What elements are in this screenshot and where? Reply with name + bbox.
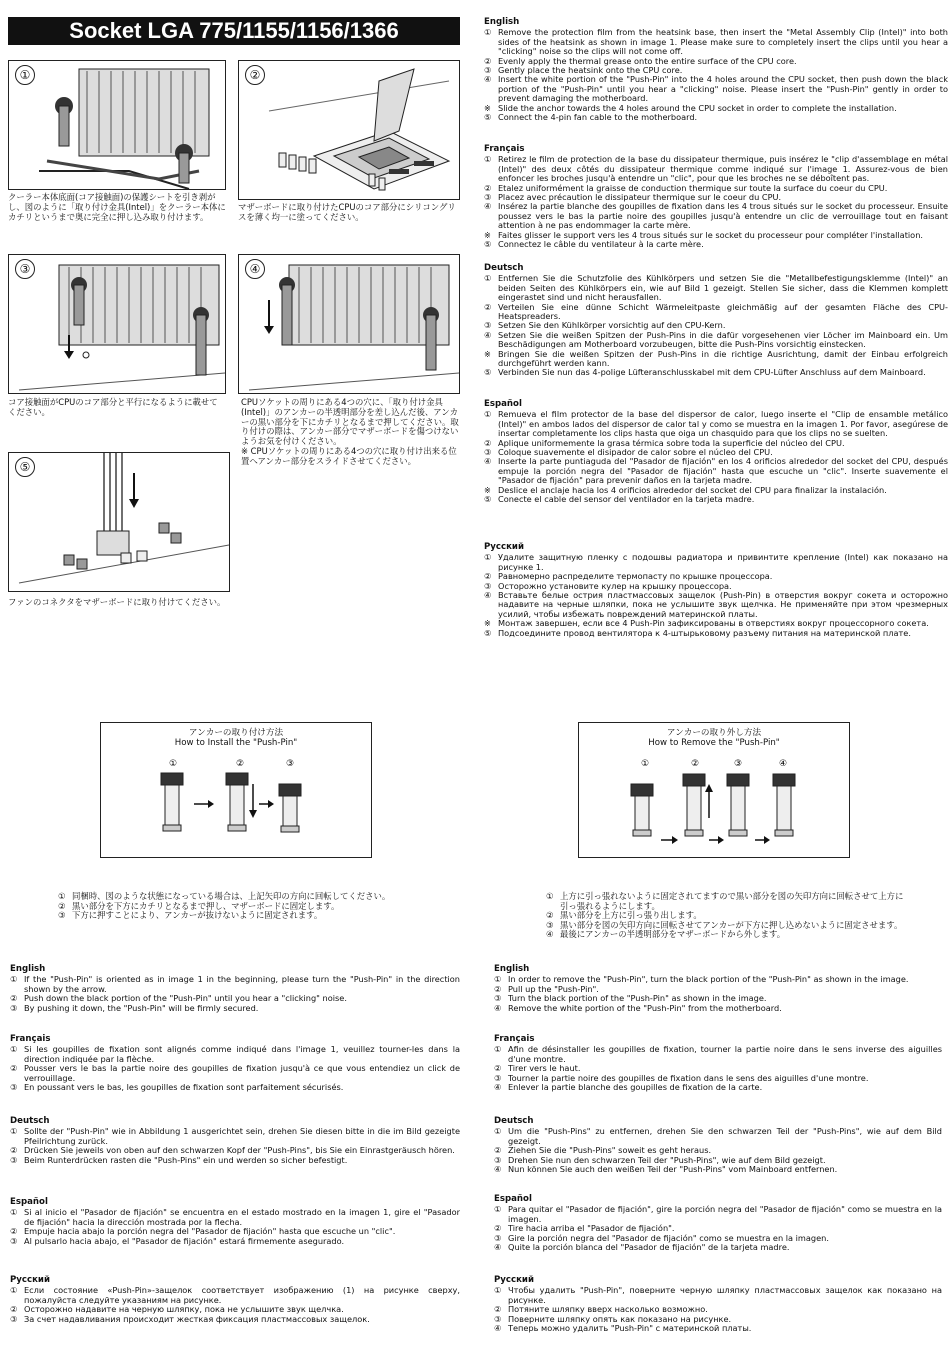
step-label: ③ bbox=[734, 759, 743, 769]
step-label: ① bbox=[641, 759, 650, 769]
step-item bbox=[484, 591, 948, 619]
note-item bbox=[546, 892, 906, 911]
step-marker: ※ bbox=[484, 102, 491, 113]
step-marker: ④ bbox=[484, 590, 492, 601]
note-marker: ① bbox=[58, 891, 66, 901]
step-text: Nun können Sie auch den weißen Teil der "Push-Pins" vom Mainboard entfernen. bbox=[508, 1164, 838, 1175]
step-text: In order to remove the "Push-Pin", turn the black portion of the "Push-Pin" as shown in the image. bbox=[508, 974, 909, 985]
step-text: Подсоедините провод вентилятора к 4-штырьковому разъему питания на материнской плате. bbox=[498, 627, 911, 638]
remove-pushpin-box bbox=[578, 722, 850, 858]
note-text: 下方に押すことにより、アンカーが抜けないように固定されます。 bbox=[72, 910, 323, 921]
step-marker: ③ bbox=[484, 447, 492, 458]
language-heading: Español bbox=[10, 1197, 48, 1207]
step-list bbox=[494, 1205, 942, 1252]
step-text: Inserte la parte puntiaguda del "Pasador de fijación" en los 4 orificios alrededor del socket del CPU, después empuje la porción negra del "Pasador de fijación" hasta que escuche un "clic". Inserte suavemente el "Pasador de fijación" para prevenir daños en la tarjeta madre. bbox=[498, 456, 948, 486]
step-marker: ② bbox=[484, 55, 492, 66]
page-title: Socket LGA 775/1155/1156/1366 bbox=[8, 17, 460, 45]
figure-number: ⑤ bbox=[15, 457, 35, 477]
step-item bbox=[10, 1208, 460, 1227]
step-text: Drehen Sie nun den schwarzen Teil der "Push-Pins", wie auf dem Bild gezeigt. bbox=[508, 1154, 826, 1165]
step-text: Enlever la partie blanche des goupilles de fixation de la carte. bbox=[508, 1082, 763, 1093]
step-marker: ※ bbox=[484, 348, 491, 359]
step-marker: ② bbox=[10, 1226, 18, 1237]
step-list bbox=[494, 1286, 942, 1333]
step-marker: ④ bbox=[484, 74, 492, 85]
step-list bbox=[494, 1127, 942, 1174]
step-list bbox=[484, 410, 948, 504]
step-marker: ① bbox=[484, 409, 492, 420]
note-item bbox=[58, 911, 418, 921]
step-text: Entfernen Sie die Schutzfolie des Kühlkörpers und setzen Sie die "Metallbefestigungsklemme (Intel)" an beiden Seiten des Kühlkörpers ein, wie auf Bild 1 gezeigt. Stellen Sie sicher, dass die Klemmen komplett eingerastet sind und nicht herausfallen. bbox=[498, 273, 948, 303]
step-item bbox=[10, 1315, 460, 1324]
step-marker: ① bbox=[494, 1126, 502, 1137]
step-marker: ③ bbox=[10, 1002, 18, 1013]
step-text: Retirez le film de protection de la base du dissipateur thermique, puis insérez le "clip d'assemblage en métal (Intel)" des deux côtés du dissipateur thermique comme indiqué sur l'image 1. Assurez-vous de bien enfoncer les broches jusqu'à entendre un "clic", pour que les broches ne se déboîtent pas. bbox=[498, 154, 948, 184]
step-text: Deslice el anclaje hacia los 4 orificios alrededor del socket del CPU para finalizar la instalación. bbox=[498, 484, 887, 495]
figure-4-insert-pushpins bbox=[238, 254, 460, 394]
figure-number: ③ bbox=[15, 259, 35, 279]
step-text: Slide the anchor towards the 4 holes around the CPU socket in order to complete the installation. bbox=[498, 102, 897, 113]
step-text: Ziehen Sie die "Push-Pins" soweit es geht heraus. bbox=[508, 1145, 712, 1156]
step-marker: ④ bbox=[494, 1082, 502, 1093]
remove-pin-spanish bbox=[494, 1195, 942, 1252]
step-text: Aplique uniformemente la grasa térmica sobre toda la superficie del núcleo del CPU. bbox=[498, 437, 845, 448]
step-marker: ① bbox=[494, 974, 502, 985]
remove-pin-english bbox=[494, 965, 942, 1013]
step-marker: ② bbox=[10, 1145, 18, 1156]
step-text: Remove the white portion of the "Push-Pin" from the motherboard. bbox=[508, 1002, 782, 1013]
step-item bbox=[494, 1165, 942, 1174]
step-item bbox=[484, 303, 948, 322]
instructions-spanish bbox=[484, 400, 948, 504]
step-marker: ⑤ bbox=[484, 367, 492, 378]
step-text: Turn the black portion of the "Push-Pin" as shown in the image. bbox=[508, 993, 767, 1004]
step-text: Bringen Sie die weißen Spitzen der Push-Pins in die richtige Ausrichtung, damit der Einbau erfolgreich durchgeführt werden kann. bbox=[498, 348, 948, 369]
step-text: Tourner la partie noire des goupilles de fixation dans le sens des aiguilles d'une montre. bbox=[508, 1072, 869, 1083]
step-item bbox=[494, 1045, 942, 1064]
remove-pin-russian bbox=[494, 1276, 942, 1333]
step-text: Um die "Push-Pins" zu entfernen, drehen Sie den schwarzen Teil der "Push-Pins", wie auf dem Bild gezeigt. bbox=[508, 1126, 942, 1146]
note-marker: ② bbox=[58, 900, 66, 911]
language-heading: Deutsch bbox=[10, 1116, 50, 1126]
language-heading: English bbox=[10, 964, 46, 974]
step-marker: ③ bbox=[10, 1313, 18, 1324]
note-marker: ③ bbox=[58, 910, 66, 921]
remove-pushpin-diagram bbox=[579, 748, 849, 854]
step-marker: ④ bbox=[484, 456, 492, 467]
step-marker: ④ bbox=[484, 201, 492, 212]
step-text: Gire la porción negra del "Pasador de fijación" como se muestra en la imagen. bbox=[508, 1232, 829, 1243]
step-item bbox=[484, 202, 948, 230]
step-text: Insérez la partie blanche des goupilles de fixation dans les 4 trous situés sur le socket du processeur. Ensuite poussez vers le bas la partie noire des goupilles jusqu'à entendre un clic de verrouillage tout en faisant attention à ne pas endommager la carte mère. bbox=[498, 201, 948, 231]
step-marker: ※ bbox=[484, 484, 491, 495]
step-marker: ① bbox=[10, 1126, 18, 1137]
step-item bbox=[10, 1045, 460, 1064]
step-text: Al pulsarlo hacia abajo, el "Pasador de fijación" estará firmemente asegurado. bbox=[24, 1235, 345, 1246]
note-text: 黒い部分を上方に引っ張り出します。 bbox=[560, 910, 702, 921]
step-text: Setzen Sie den Kühlkörper vorsichtig auf den CPU-Kern. bbox=[498, 320, 726, 331]
step-label: ① bbox=[169, 759, 178, 769]
step-text: Verbinden Sie nun das 4-polige Lüfteranschlusskabel mit dem CPU-Lüfter Anschluss auf dem Mainboard. bbox=[498, 367, 926, 378]
instructions-russian bbox=[484, 543, 948, 638]
step-marker: ② bbox=[484, 571, 492, 582]
note-text: 同梱時、図のような状態になっている場合は、上記矢印の方向に回転してください。 bbox=[72, 891, 391, 901]
step-list bbox=[10, 1286, 460, 1324]
note-marker: ① bbox=[546, 891, 554, 901]
language-heading: Deutsch bbox=[494, 1116, 534, 1126]
figure-4-caption: CPUソケットの周りにある4つの穴に、「取り付け金具(Intel)」のアンカーの半透明部分を差し込んだ後、アンカーの黒い部分を下にカチリとなるまで押してください。取り付けの際は、アンカー部分でマザーボードを傷つけないようお気を付けください。 ※ CPUソケットの周りにある4つの穴に取り付け出来る位置へアンカー部分をスライドさせてください。 bbox=[241, 397, 459, 466]
install-pin-russian bbox=[10, 1276, 460, 1324]
step-text: Gently place the heatsink onto the CPU core. bbox=[498, 65, 683, 76]
language-heading: Français bbox=[10, 1034, 51, 1044]
cpu-socket-illustration bbox=[239, 61, 459, 199]
install-jp-notes bbox=[58, 892, 418, 921]
step-text: By pushing it down, the "Push-Pin" will be firmly secured. bbox=[24, 1002, 259, 1013]
note-marker: ② bbox=[546, 910, 554, 921]
step-item bbox=[484, 331, 948, 350]
step-item bbox=[10, 1286, 460, 1305]
step-text: Если состояние «Push-Pin»-защелок соответствует изображению (1) на рисунке сверху, пожалуйста следуйте указаниям на рисунке. bbox=[24, 1285, 460, 1305]
figure-number: ② bbox=[245, 65, 265, 85]
step-marker: ⑤ bbox=[484, 627, 492, 638]
step-text: Setzen Sie die weißen Spitzen der Push-Pins in die dafür vorgesehenen vier Löcher im Mainboard ein. Um Beschädigungen am Motherboard vorzubeugen, bitte die Push-Pins vorsichtig einstecken. bbox=[498, 329, 948, 350]
step-marker: ③ bbox=[10, 1154, 18, 1165]
step-item bbox=[484, 113, 948, 122]
step-text: Равномерно распределите термопасту по крышке процессора. bbox=[498, 571, 773, 582]
note-text: 最後にアンカーの半透明部分をマザーボードから外します。 bbox=[560, 929, 786, 940]
step-marker: ② bbox=[494, 1063, 502, 1074]
step-marker: ⑤ bbox=[484, 239, 492, 250]
step-marker: ② bbox=[10, 1063, 18, 1074]
instructions-german bbox=[484, 264, 948, 378]
figure-number: ① bbox=[15, 65, 35, 85]
place-heatsink-illustration bbox=[9, 255, 225, 393]
step-item bbox=[10, 1004, 460, 1013]
step-text: Push down the black portion of the "Push-Pin" until you hear a "clicking" noise. bbox=[24, 993, 347, 1004]
step-text: Beim Runterdrücken rasten die "Push-Pins" ein und werden so sicher befestigt. bbox=[24, 1154, 348, 1165]
install-pin-french bbox=[10, 1035, 460, 1092]
step-marker: ① bbox=[10, 1285, 18, 1296]
step-text: Connectez le câble du ventilateur à la carte mère. bbox=[498, 239, 704, 250]
step-list bbox=[10, 1045, 460, 1092]
step-marker: ① bbox=[484, 552, 492, 563]
step-marker: ※ bbox=[484, 229, 491, 240]
step-marker: ⑤ bbox=[484, 494, 492, 505]
step-item bbox=[484, 629, 948, 638]
note-text: 上方に引っ張れないように固定されてますので黒い部分を図の矢印方向に回転させて上方に引っ張れるようにします。 bbox=[560, 891, 904, 911]
step-marker: ④ bbox=[494, 1002, 502, 1013]
step-item bbox=[484, 457, 948, 485]
step-marker: ⑤ bbox=[484, 112, 492, 123]
step-text: Si al inicio el "Pasador de fijación" se encuentra en el estado mostrado en la imagen 1, gire el "Pasador de fijación" hacia la dirección mostrada por la flecha. bbox=[24, 1207, 460, 1227]
step-text: Connect the 4-pin fan cable to the motherboard. bbox=[498, 112, 698, 123]
step-marker: ③ bbox=[494, 1313, 502, 1324]
step-list bbox=[10, 1127, 460, 1165]
step-item bbox=[10, 1083, 460, 1092]
step-text: En poussant vers le bas, les goupilles de fixation sont parfaitement sécurisés. bbox=[24, 1082, 344, 1093]
step-item bbox=[10, 1156, 460, 1165]
step-text: Tire hacia arriba el "Pasador de fijación". bbox=[508, 1223, 675, 1234]
remove-pin-french bbox=[494, 1035, 942, 1092]
note-marker: ④ bbox=[546, 929, 554, 940]
step-marker: ③ bbox=[484, 65, 492, 76]
step-text: Insert the white portion of the "Push-Pin" into the 4 holes around the CPU socket, then push down the black portion of the "Push-Pin" until you hear a "clicking" noise. Please insert the "Push-Pin" gently in order to prevent damaging the motherboard. bbox=[498, 74, 948, 104]
step-list bbox=[494, 1045, 942, 1092]
step-list bbox=[484, 274, 948, 377]
step-item bbox=[10, 1127, 460, 1146]
step-marker: ④ bbox=[484, 329, 492, 340]
language-heading: Русский bbox=[484, 542, 524, 552]
step-item bbox=[494, 1083, 942, 1092]
step-marker: ① bbox=[484, 27, 492, 38]
step-item bbox=[484, 274, 948, 302]
language-heading: Русский bbox=[10, 1275, 50, 1285]
step-item bbox=[10, 1237, 460, 1246]
language-heading: Français bbox=[494, 1034, 535, 1044]
step-text: Sollte der "Push-Pin" wie in Abbildung 1 ausgerichtet sein, drehen Sie diesen bitte in die im Bild gezeigte Pfeilrichtung zurück. bbox=[24, 1126, 460, 1146]
step-label: ③ bbox=[286, 759, 295, 769]
step-item bbox=[494, 1004, 942, 1013]
step-marker: ② bbox=[494, 1223, 502, 1234]
step-text: Потяните шляпку вверх насколько возможно. bbox=[508, 1304, 708, 1315]
step-text: Verteilen Sie eine dünne Schicht Wärmeleitpaste gleichmäßig auf der gesamten Fläche des CPU-Heatspreaders. bbox=[498, 301, 948, 322]
step-text: Para quitar el "Pasador de fijación", gire la porción negra del "Pasador de fijación" como se muestra en la imagen. bbox=[508, 1204, 942, 1224]
figure-5-caption: ファンのコネクタをマザーボードに取り付けてください。 bbox=[8, 597, 226, 607]
remove-box-title-jp: アンカーの取り外し方法 bbox=[666, 728, 762, 738]
note-text: 黒い部分を図の矢印方向に回転させてアンカーが下方に押し込めないように固定させます。 bbox=[560, 919, 903, 930]
remove-box-title-en: How to Remove the "Push-Pin" bbox=[648, 738, 780, 748]
step-marker: ③ bbox=[494, 993, 502, 1004]
step-marker: ② bbox=[494, 1145, 502, 1156]
step-list bbox=[484, 155, 948, 249]
step-item bbox=[494, 1324, 942, 1333]
instructions-english bbox=[484, 18, 948, 122]
step-marker: ④ bbox=[494, 1164, 502, 1175]
step-text: Evenly apply the thermal grease onto the entire surface of the CPU core. bbox=[498, 55, 797, 66]
step-marker: ② bbox=[484, 182, 492, 193]
step-item bbox=[494, 1243, 942, 1252]
insert-pushpins-illustration bbox=[239, 255, 459, 393]
step-item bbox=[494, 1127, 942, 1146]
step-list bbox=[484, 28, 948, 122]
step-marker: ② bbox=[484, 437, 492, 448]
install-pushpin-diagram bbox=[101, 748, 371, 854]
step-text: Вставьте белые острия пластмассовых защелок (Push-Pin) в отверстия вокруг сокета и осторожно надавите на черные шляпки, пока не услышите звук щелчка. Не применяйте при этом чрезмерных усилий, чтобы избежать повреждений материнской платы. bbox=[498, 590, 948, 619]
step-text: Drücken Sie jeweils von oben auf den schwarzen Kopf der "Push-Pins", bis Sie ein Einrastgeräusch hören. bbox=[24, 1145, 455, 1156]
step-marker: ① bbox=[494, 1204, 502, 1215]
step-text: Quite la porción blanca del "Pasador de fijación" de la tarjeta madre. bbox=[508, 1242, 790, 1253]
step-item bbox=[484, 28, 948, 56]
step-text: Tirer vers le haut. bbox=[508, 1063, 581, 1074]
install-box-title-en: How to Install the "Push-Pin" bbox=[174, 738, 298, 748]
figure-2-thermal-grease bbox=[238, 60, 460, 200]
step-item bbox=[494, 1205, 942, 1224]
step-marker: ① bbox=[494, 1044, 502, 1055]
step-item bbox=[10, 1064, 460, 1083]
step-text: Conecte el cable del sensor del ventilador en la tarjeta madre. bbox=[498, 494, 755, 505]
step-item bbox=[484, 553, 948, 572]
step-text: Осторожно надавите на черную шляпку, пока не услышите звук щелчка. bbox=[24, 1304, 344, 1315]
step-marker: ③ bbox=[494, 1232, 502, 1243]
language-heading: Deutsch bbox=[484, 263, 524, 273]
step-text: Монтаж завершен, если все 4 Push-Pin зафиксированы в отверстиях вокруг процессорного сокета. bbox=[498, 618, 929, 629]
figure-1-caption: クーラー本体底面(コア接触面)の保護シートを引き剥がし、図のように「取り付け金具(Intel)」をクーラー本体にカチリというまで奥に完全に押し込み取り付けます。 bbox=[8, 192, 226, 222]
figure-number: ④ bbox=[245, 259, 265, 279]
step-marker: ① bbox=[10, 974, 18, 985]
step-text: Удалите защитную пленку с подошвы радиатора и привинтите крепление (Intel) как показано на рисунке 1. bbox=[498, 552, 948, 572]
step-list bbox=[10, 1208, 460, 1246]
step-item bbox=[484, 75, 948, 103]
step-marker: ④ bbox=[494, 1242, 502, 1253]
note-text: 黒い部分を下方にカチリとなるまで押し、マザーボードに固定します。 bbox=[72, 900, 340, 911]
language-heading: English bbox=[494, 964, 530, 974]
install-pushpin-box bbox=[100, 722, 372, 858]
note-item bbox=[546, 930, 906, 940]
step-text: Coloque suavemente el disipador de calor sobre el núcleo del CPU. bbox=[498, 447, 773, 458]
step-text: If the "Push-Pin" is oriented as in image 1 in the beginning, please turn the "Push-Pin" in the direction shown by the arrow. bbox=[24, 974, 460, 994]
step-marker: ③ bbox=[10, 1082, 18, 1093]
language-heading: English bbox=[484, 17, 520, 27]
step-text: Etalez uniformément la graisse de conduction thermique sur toute la surface du coeur du CPU. bbox=[498, 182, 888, 193]
install-box-title-jp: アンカーの取り付け方法 bbox=[188, 728, 284, 738]
step-text: Pousser vers le bas la partie noire des goupilles de fixation jusqu'à ce que vous entendiez un click de verrouillage. bbox=[24, 1063, 460, 1083]
step-item bbox=[484, 495, 948, 504]
step-text: Remueva el film protector de la base del dispersor de calor, luego inserte el "Clip de ensamble metálico (Intel)" en ambos lados del dispersor de calor tal y como se muestra en la imagen 1. Por favor, asegúrese de insertar completamente los clips hasta que oiga un chasquido para que los clips no se suelten. bbox=[498, 409, 948, 439]
step-marker: ※ bbox=[484, 618, 491, 629]
step-text: Afin de désinstaller les goupilles de fixation, tourner la partie noire dans le sens inverse des aiguilles d'une montre. bbox=[508, 1044, 942, 1064]
figure-3-place-heatsink bbox=[8, 254, 226, 394]
step-marker: ④ bbox=[494, 1323, 502, 1334]
step-marker: ③ bbox=[484, 320, 492, 331]
language-heading: Français bbox=[484, 144, 525, 154]
step-list bbox=[494, 975, 942, 1013]
figure-3-caption: コア接触面がCPUのコア部分と平行になるように載せてください。 bbox=[8, 397, 218, 417]
step-label: ② bbox=[236, 759, 245, 769]
step-marker: ① bbox=[484, 273, 492, 284]
step-text: За счет надавливания происходит жесткая фиксация пластмассовых защелок. bbox=[24, 1313, 370, 1324]
step-marker: ② bbox=[10, 1304, 18, 1315]
remove-jp-notes bbox=[546, 892, 906, 940]
remove-pin-german bbox=[494, 1117, 942, 1174]
install-pin-english bbox=[10, 965, 460, 1013]
step-text: Поверните шляпку опять как показано на рисунке. bbox=[508, 1313, 732, 1324]
step-marker: ② bbox=[10, 993, 18, 1004]
step-marker: ③ bbox=[484, 580, 492, 591]
step-text: Pull up the "Push-Pin". bbox=[508, 983, 599, 994]
step-item bbox=[484, 410, 948, 438]
step-text: Placez avec précaution le dissipateur thermique sur le coeur du CPU. bbox=[498, 192, 782, 203]
step-item bbox=[10, 975, 460, 994]
step-label: ② bbox=[691, 759, 700, 769]
step-text: Si les goupilles de fixation sont alignés comme indiqué dans l'image 1, veuillez tourner-les dans la direction indiquée par la flèche. bbox=[24, 1044, 460, 1064]
step-text: Осторожно установите кулер на крышку процессора. bbox=[498, 580, 732, 591]
step-marker: ③ bbox=[494, 1154, 502, 1165]
instructions-french bbox=[484, 145, 948, 249]
step-marker: ② bbox=[494, 1304, 502, 1315]
step-text: Remove the protection film from the heatsink base, then insert the "Metal Assembly Clip (Intel)" into both sides of the heatsink as shown in image 1. Please make sure to completely insert the clips until you hear a "clicking" noise so the clips will not come off. bbox=[498, 27, 948, 57]
fan-connector-illustration bbox=[9, 453, 229, 591]
step-marker: ③ bbox=[484, 192, 492, 203]
step-marker: ① bbox=[10, 1044, 18, 1055]
step-marker: ③ bbox=[494, 1072, 502, 1083]
language-heading: Español bbox=[484, 399, 522, 409]
step-marker: ② bbox=[494, 983, 502, 994]
step-item bbox=[484, 240, 948, 249]
step-marker: ② bbox=[484, 301, 492, 312]
step-list bbox=[484, 553, 948, 638]
step-marker: ③ bbox=[10, 1235, 18, 1246]
note-marker: ③ bbox=[546, 919, 554, 930]
step-item bbox=[484, 368, 948, 377]
step-item bbox=[484, 350, 948, 369]
step-text: Чтобы удалить "Push-Pin", поверните черную шляпку пластмассовых защелок как показано на рисунке. bbox=[508, 1285, 942, 1305]
step-marker: ① bbox=[10, 1207, 18, 1218]
step-list bbox=[10, 975, 460, 1013]
step-text: Empuje hacia abajo la porción negra del "Pasador de fijación" hasta que escuche un "clic". bbox=[24, 1226, 396, 1237]
step-item bbox=[484, 155, 948, 183]
step-text: Faites glisser le support vers les 4 trous situés sur le socket du processeur pour compléter l'installation. bbox=[498, 229, 923, 240]
step-text: Теперь можно удалить "Push-Pin" с материнской платы. bbox=[508, 1323, 752, 1334]
step-label: ④ bbox=[779, 759, 788, 769]
figure-1-heatsink-clip bbox=[8, 60, 226, 190]
figure-2-caption: マザーボードに取り付けたCPUのコア部分にシリコングリスを薄く均一に塗ってください。 bbox=[238, 202, 456, 222]
step-marker: ① bbox=[494, 1285, 502, 1296]
step-item bbox=[494, 1286, 942, 1305]
figure-5-fan-connector bbox=[8, 452, 230, 592]
language-heading: Español bbox=[494, 1194, 532, 1204]
install-pin-german bbox=[10, 1117, 460, 1165]
language-heading: Русский bbox=[494, 1275, 534, 1285]
step-marker: ① bbox=[484, 154, 492, 165]
heatsink-clip-illustration bbox=[9, 61, 225, 189]
install-pin-spanish bbox=[10, 1198, 460, 1246]
